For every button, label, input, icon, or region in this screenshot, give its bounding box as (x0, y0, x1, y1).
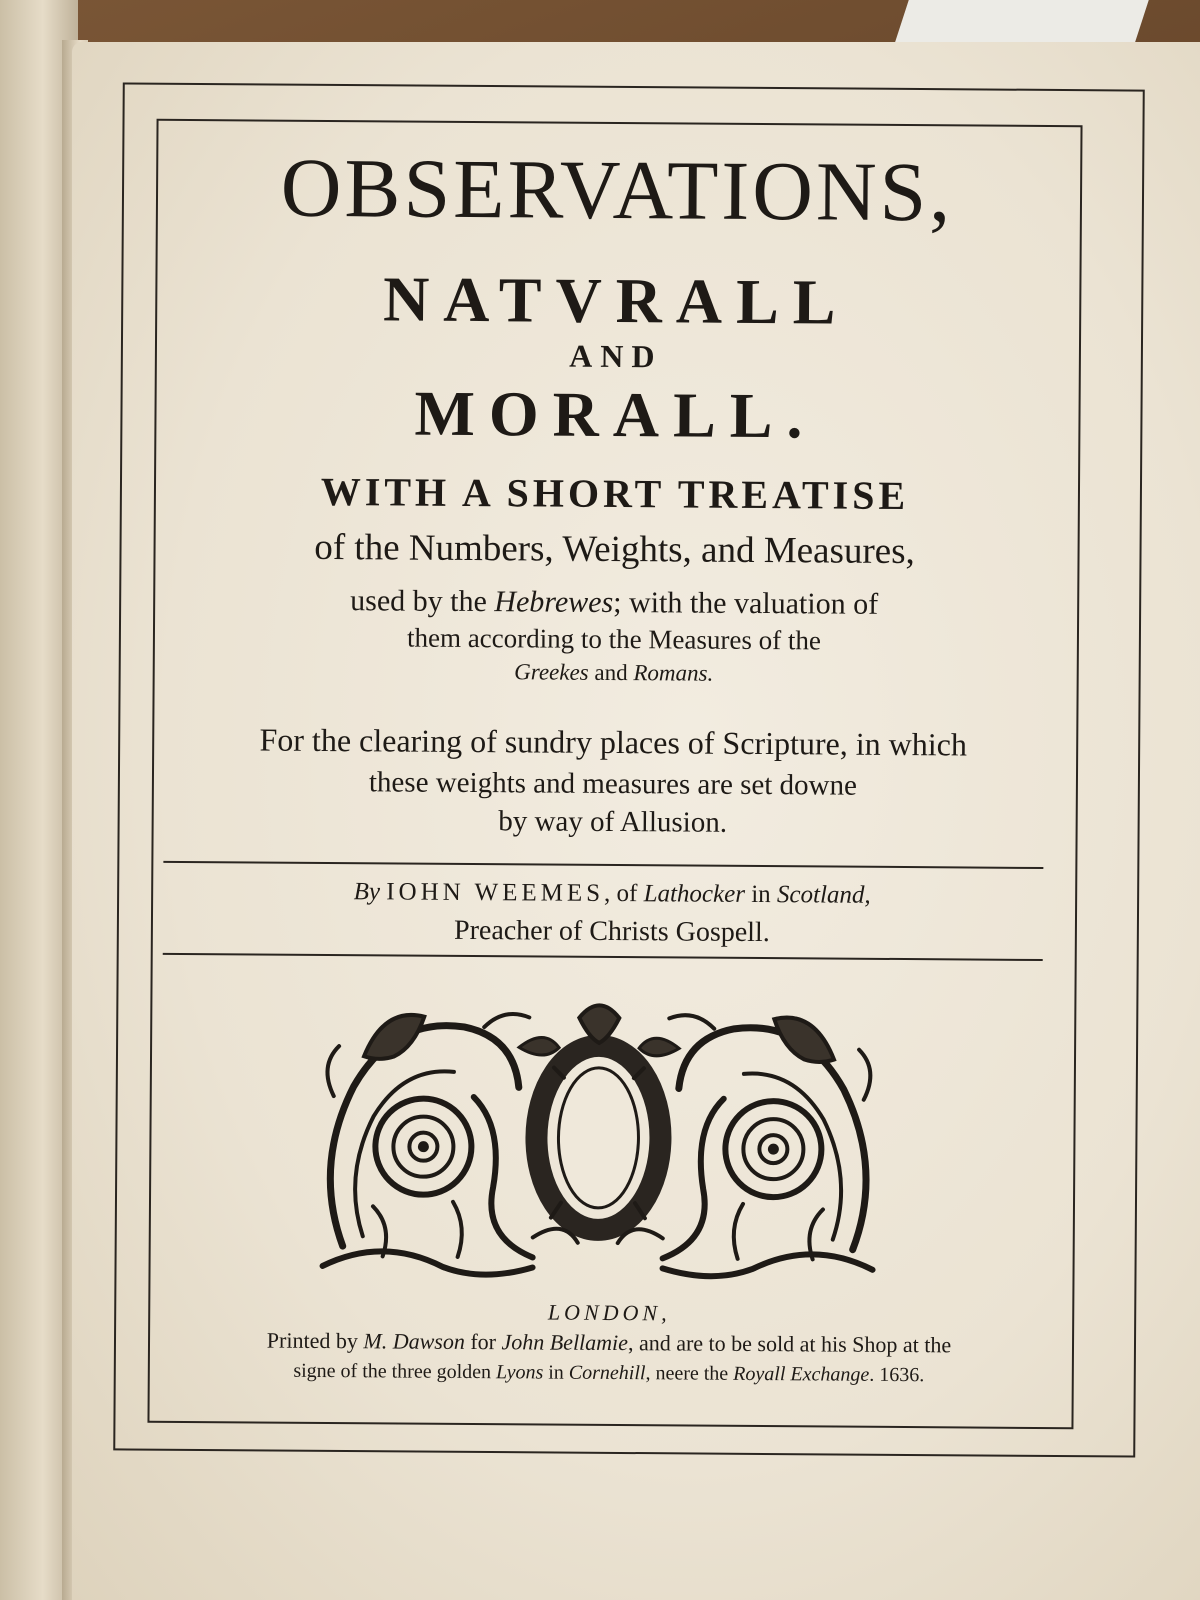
imprint-line-1 (156, 1327, 1062, 1359)
imprint-text: Printed by (266, 1327, 364, 1354)
title-line-morall: MORALL. (414, 377, 817, 452)
author-by: By (353, 878, 387, 906)
subtitle-text-italic: Hebrewes (494, 585, 614, 619)
author-line (159, 877, 1065, 911)
subtitle-text: ; with the valuation of (613, 585, 879, 621)
title-line-observations: OBSERVATIONS, (280, 141, 954, 240)
imprint-text: signe of the three golden (293, 1359, 497, 1384)
author-name: IOHN WEEMES (386, 878, 605, 907)
author-text: in (744, 880, 778, 909)
imprint-exchange: Royall Exchange (733, 1362, 870, 1386)
purpose-line-3: by way of Allusion. (498, 805, 728, 839)
imprint-city: LONDON, (547, 1299, 671, 1326)
horizontal-rule-bottom (163, 953, 1043, 961)
subtitle-measures-line: them according to the Measures of the (406, 622, 821, 656)
subtitle-numbers-weights: of the Numbers, Weights, and Measures, (314, 526, 915, 573)
imprint-text: , and are to be sold at his Shop at the (627, 1330, 952, 1358)
imprint-printer: M. Dawson (363, 1328, 465, 1354)
subtitle-short-treatise: WITH A SHORT TREATISE (320, 468, 910, 519)
imprint-text: , neere the (645, 1362, 734, 1385)
author-place: Lathocker (643, 880, 746, 908)
subtitle-greekes-romans (161, 657, 1067, 689)
woodcut-ornament-icon (302, 986, 894, 1290)
imprint-line-2 (156, 1359, 1062, 1388)
subtitle-text-italic: Greekes (514, 659, 589, 685)
title-line-naturall: NATVRALL (382, 263, 850, 338)
author-text: , of (603, 879, 644, 908)
imprint-text: for (464, 1328, 502, 1355)
imprint-sign: Lyons (496, 1361, 544, 1384)
imprint-street: Cornehill (568, 1361, 646, 1385)
subtitle-text: used by the (350, 584, 495, 619)
purpose-line-1: For the clearing of sundry places of Scripture, in which (259, 721, 968, 763)
imprint-text: in (543, 1361, 569, 1384)
horizontal-rule-top (163, 861, 1043, 869)
imprint-year: . 1636. (869, 1363, 925, 1387)
subtitle-hebrewes-line (161, 583, 1067, 623)
author-role: Preacher of Christs Gospell. (453, 914, 770, 949)
title-page-content (156, 127, 1071, 1423)
imprint-bookseller: John Bellamie (501, 1329, 629, 1356)
author-country: Scotland, (776, 881, 871, 909)
subtitle-text: and (588, 659, 634, 686)
subtitle-text-italic: Romans. (633, 660, 714, 686)
title-line-and: AND (569, 337, 663, 375)
purpose-line-2: these weights and measures are set downe (368, 766, 858, 802)
